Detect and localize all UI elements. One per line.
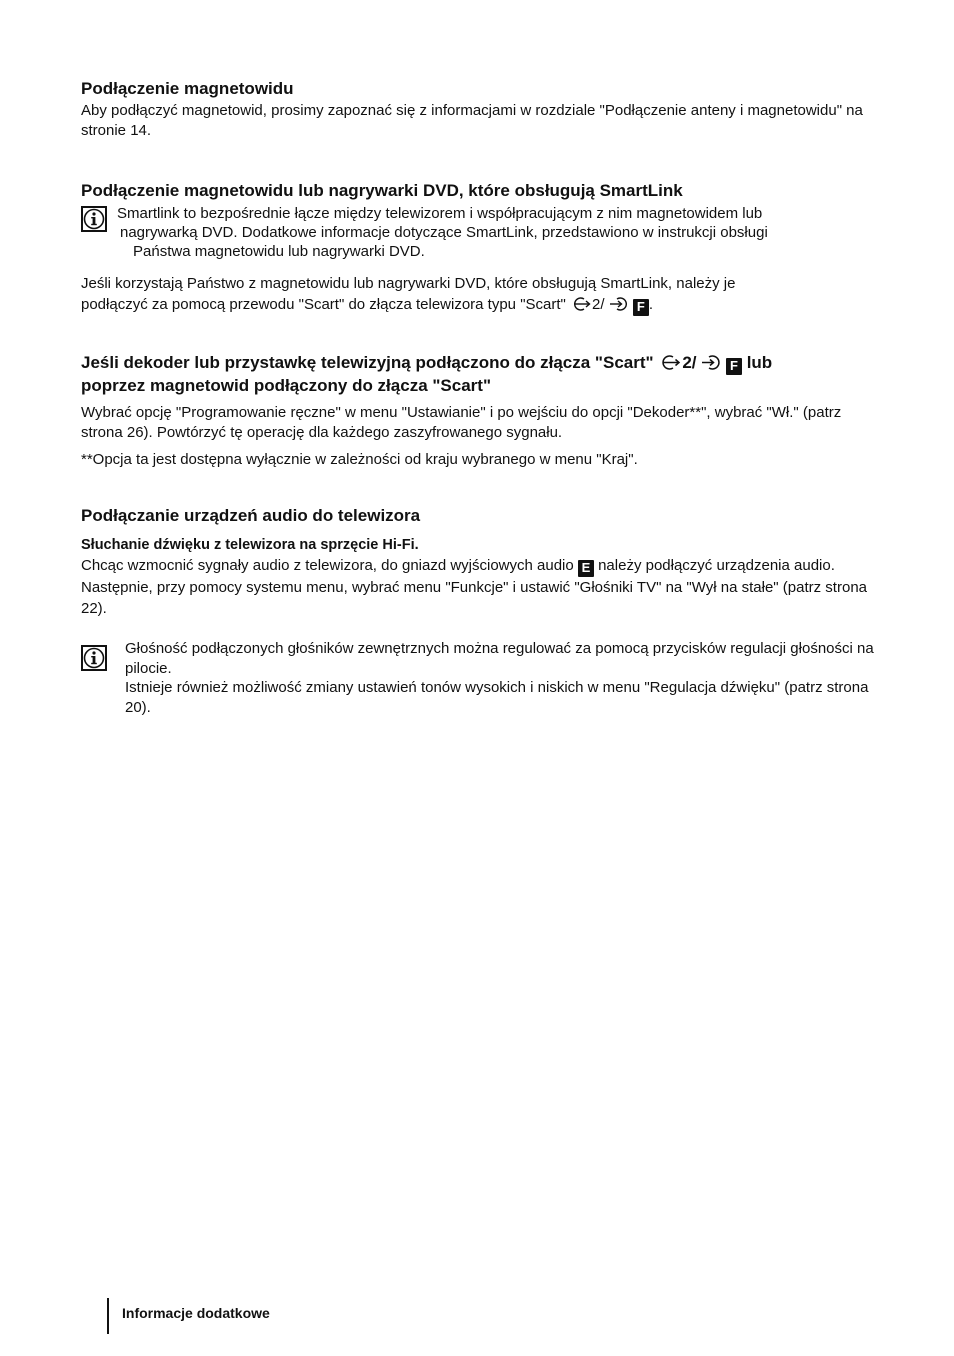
note-text: Głośność podłączonych głośników zewnętrznych można regulować za pomocą przycisków regulacji głośności na pilocie.: [125, 640, 874, 677]
section-text: Wybrać opcję "Programowanie ręczne" w menu "Ustawianie" i po wejściu do opcji "Dekoder**", wybrać "Wł." (patrz strona 26). Powtórzyć tę operację dla każdego zaszyfrowanego sygnału.: [81, 404, 842, 441]
text-part: należy podłączyć urządzenia audio. Następnie, przy pomocy systemu menu, wybrać menu "Funkcje" i ustawić "Głośniki TV" na "Wył na stałe" (patrz strona 22).: [81, 557, 867, 617]
section-text-line: Jeśli korzystają Państwo z magnetowidu lub nagrywarki DVD, które obsługują SmartLink, należy je: [81, 275, 736, 292]
info-icon: [81, 645, 107, 671]
section-vcr: [81, 79, 876, 140]
section-text: Aby podłączyć magnetowid, prosimy zapoznać się z informacjami w rozdziale "Podłączenie anteny i magnetowidu" na stronie 14.: [81, 102, 863, 139]
title-part: Jeśli dekoder lub przystawkę telewizyjną podłączono do złącza "Scart": [81, 353, 654, 372]
scart-in-out-icon: [658, 354, 682, 376]
section-subtitle: Słuchanie dźwięku z telewizora na sprzęcie Hi-Fi.: [81, 537, 419, 553]
section-smartlink: [81, 181, 876, 317]
scart-in-icon: [701, 354, 721, 376]
info-icon: [81, 206, 107, 232]
connector-badge-f: F: [633, 299, 649, 316]
section-title: Podłączanie urządzeń audio do telewizora: [81, 506, 421, 525]
section-decoder: [81, 353, 876, 470]
footnote: **Opcja ta jest dostępna wyłącznie w zależności od kraju wybranego w menu "Kraj".: [81, 451, 638, 468]
note-line: Smartlink to bezpośrednie łącze między telewizorem i współpracującym z nim magnetowidem lub: [117, 205, 763, 222]
section-title: [81, 353, 876, 376]
note-text: Istnieje również możliwość zmiany ustawień tonów wysokich i niskich w menu "Regulacja dźwięku" (patrz strona 20).: [125, 679, 869, 716]
info-note: [81, 204, 876, 264]
scart-number: 2/: [682, 353, 697, 372]
connector-badge-e: E: [578, 560, 594, 577]
text-part: .: [648, 295, 654, 313]
scart-in-icon: [609, 296, 629, 318]
text-part: podłączyć za pomocą przewodu "Scart" do złącza telewizora typu "Scart": [81, 295, 566, 313]
section-audio: [81, 506, 876, 717]
section-title: Podłączenie magnetowidu: [81, 79, 294, 98]
title-part: lub: [746, 353, 773, 372]
footer-section-label: Informacje dodatkowe: [122, 1305, 270, 1321]
scart-in-out-icon: [570, 296, 592, 318]
section-text-line: [81, 295, 876, 318]
section-title-line2: poprzez magnetowid podłączony do złącza "Scart": [81, 376, 492, 395]
footer-divider: [107, 1298, 109, 1334]
scart-number: 2/: [592, 295, 605, 313]
text-part: Chcąc wzmocnić sygnały audio z telewizora, do gniazd wyjściowych audio: [81, 557, 574, 574]
section-text: [81, 555, 876, 619]
connector-badge-f: F: [726, 358, 742, 375]
note-line: nagrywarką DVD. Dodatkowe informacje dotyczące SmartLink, przedstawiono w instrukcji obsługi: [120, 224, 768, 241]
note-line: Państwa magnetowidu lub nagrywarki DVD.: [133, 243, 425, 260]
section-title: Podłączenie magnetowidu lub nagrywarki DVD, które obsługują SmartLink: [81, 181, 683, 200]
info-note: [81, 639, 876, 717]
